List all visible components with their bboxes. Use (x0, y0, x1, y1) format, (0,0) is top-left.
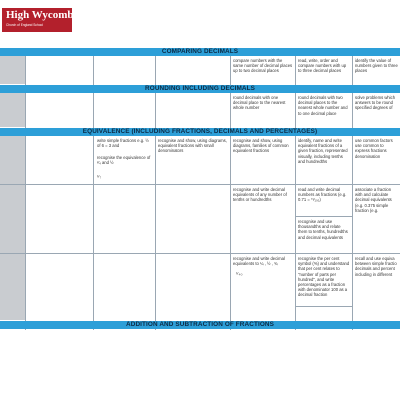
equivalence-cell-6: use common factors use common to express fractions denomination (355, 138, 393, 159)
equivalence-cell-2a: write simple fractions e.g. ½ of 6 = 3 and (97, 138, 149, 149)
fraction-one-seventh: ¹⁄₇ (97, 175, 102, 180)
decimal-equivalents-cell-5b: recognise and use thousandths and relate them to tenths, hundredths and decimal equivalents (298, 219, 348, 240)
percentage-cell-6: recall and use equiva between simple fractio decimals and percent including in different (355, 256, 397, 277)
logo-name: High Wycombe (6, 9, 79, 21)
fraction-one-fortieth: ¹⁄₄₀ (236, 272, 243, 277)
rounding-cell-6: solve problems which answers to be round specified degrees of (355, 95, 396, 111)
decimal-equivalents-cell-5a: read and write decimal numbers as fractions (e.g. 0.71 = ⁷¹⁄₁₀₀) (298, 187, 347, 203)
section-header-equivalence: EQUIVALENCE (INCLUDING FRACTIONS, DECIMALS AND PERCENTAGES) (0, 128, 400, 136)
comparing-cell-5: read, write, order and compare numbers with up to three decimal places (298, 58, 347, 74)
equivalence-cell-2b: recognise the equivalence of ²⁄₄ and ½ (97, 155, 151, 166)
row-divider (0, 184, 400, 185)
comparing-cell-4: compare numbers with the same number of decimal places up to two decimal places (233, 58, 293, 74)
decimal-equivalents-cell-6: associate a fraction with and calculate decimal equivalents (e.g. 0.375 simple fraction (e.g. (355, 187, 392, 213)
row-divider (295, 306, 352, 307)
rounding-cell-4: round decimals with one decimal place to the nearest whole number (233, 95, 286, 111)
row-divider (295, 216, 352, 217)
equivalence-cell-5: identify, name and write equivalent fractions of a given fraction, represented visually, including tenths and hundredths (298, 138, 348, 164)
school-logo (2, 8, 79, 32)
gray-column-block (0, 254, 25, 320)
percentage-cell-4: recognise and write decimal equivalents to ¼ , ½ , ¾ (233, 256, 285, 267)
curriculum-table (0, 48, 400, 330)
section-header-comparing: COMPARING DECIMALS (0, 48, 400, 56)
comparing-cell-6: identify the value of numbers given to three places (355, 58, 398, 74)
equivalence-cell-4: recognise and show, using diagrams, families of common equivalent fractions (233, 138, 289, 154)
equivalence-cell-3: recognise and show, using diagrams, equivalent fractions with small denominators (158, 138, 227, 154)
row-divider (0, 253, 400, 254)
logo-subtitle: Church of England School (6, 23, 44, 27)
rounding-cell-5: round decimals with two decimal places to the nearest whole number and to one decimal place (298, 95, 348, 116)
gray-column-block (0, 185, 25, 253)
gray-column-block (0, 93, 25, 127)
gray-column-block (0, 136, 25, 184)
gray-column-block (0, 56, 25, 84)
percentage-cell-5: recognise the per cent symbol (%) and understand that per cent relates to "number of parts per hundred", and write percentages as a fraction with denominator 100 as a decimal fraction (298, 256, 350, 298)
section-header-addition: ADDITION AND SUBTRACTION OF FRACTIONS (0, 321, 400, 329)
section-header-rounding: ROUNDING INCLUDING DECIMALS (0, 85, 400, 93)
decimal-equivalents-cell-4: recognise and write decimal equivalents of any number of tenths or hundredths (233, 187, 287, 203)
